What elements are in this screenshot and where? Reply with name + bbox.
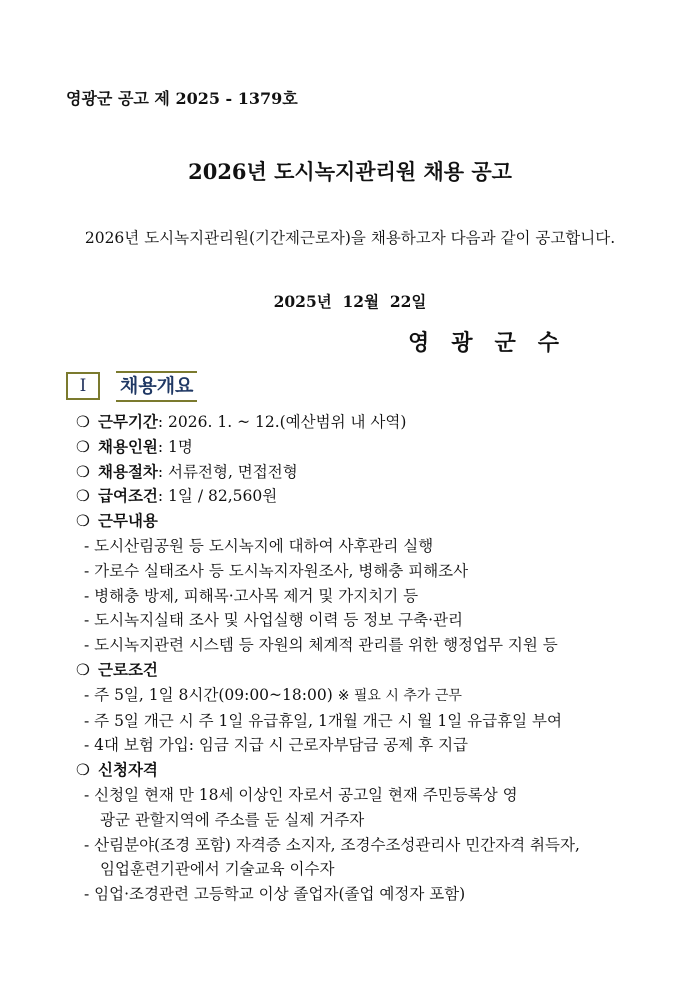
work-line: - 가로수 실태조사 등 도시녹지자원조사, 병해충 피해조사 [84,561,469,580]
conditions-line: - 4대 보험 가입: 임금 지급 시 근로자부담금 공제 후 지급 [84,736,469,755]
work-line: - 도시녹지관련 시스템 등 자원의 체계적 관리를 위한 행정업무 지원 등 [84,636,558,655]
qualification-line: - 산림분야(조경 포함) 자격증 소지자, 조경수조성관리사 민간자격 취득자, [84,835,580,854]
overview-body [76,410,646,907]
qualification-line: 광군 관할지역에 주소를 둔 실제 거주자 [100,810,365,829]
work-line: - 병해충 방제, 피해목·고사목 제거 및 가지치기 등 [84,586,419,605]
bullet-icon: ❍ [76,437,90,456]
notice-date: 2025년 12월 22일 [273,292,427,311]
work-line: - 도시녹지실태 조사 및 사업실행 이력 등 정보 구축·관리 [84,611,463,630]
bullet-icon: ❍ [76,487,90,506]
bullet-icon: ❍ [76,413,90,431]
bullet-icon: ❍ [76,462,90,481]
item-salary: ❍ 급여조건: 1일 / 82,560원 [76,484,646,509]
section-number: I [66,372,100,400]
item-procedure: ❍ 채용절차: 서류전형, 면접전형 [76,460,646,485]
item-headcount: ❍ 채용인원: 1명 [76,435,646,460]
qualification-line: - 신청일 현재 만 18세 이상인 자로서 공고일 현재 주민등록상 영 [84,785,518,804]
document-title: 2026년 도시녹지관리원 채용 공고 [188,159,512,184]
qualification-heading: ❍ 신청자격 [76,758,646,783]
bullet-icon: ❍ [76,512,90,531]
intro-text: 2026년 도시녹지관리원(기간제근로자)을 채용하고자 다음과 같이 공고합니다. [84,229,616,247]
section-title: 채용개요 [116,371,197,402]
item-work-period: ❍ 근무기간: 2026. 1. ~ 12.(예산범위 내 사역) [76,410,646,435]
work-line: - 도시산림공원 등 도시녹지에 대하여 사후관리 실행 [84,536,434,555]
bullet-icon: ❍ [76,761,90,780]
conditions-line: - 주 5일 개근 시 주 1일 유급휴일, 1개월 개근 시 월 1일 유급휴일 부여 [84,711,562,730]
conditions-line: - 주 5일, 1일 8시간(09:00~18:00) ※ 필요 시 추가 근무 [84,685,462,704]
bullet-icon: ❍ [76,660,90,679]
qualification-line: 임업훈련기관에서 기술교육 이수자 [100,860,335,879]
qualification-line: - 임업·조경관련 고등학교 이상 졸업자(졸업 예정자 포함) [84,885,466,904]
conditions-heading: ❍ 근로조건 [76,658,646,683]
signer: 영광군수 [408,330,582,356]
work-heading: ❍ 근무내용 [76,509,646,534]
notice-number: 영광군 공고 제 2025 - 1379호 [66,89,298,108]
conditions-note: ※ 필요 시 추가 근무 [337,687,462,704]
